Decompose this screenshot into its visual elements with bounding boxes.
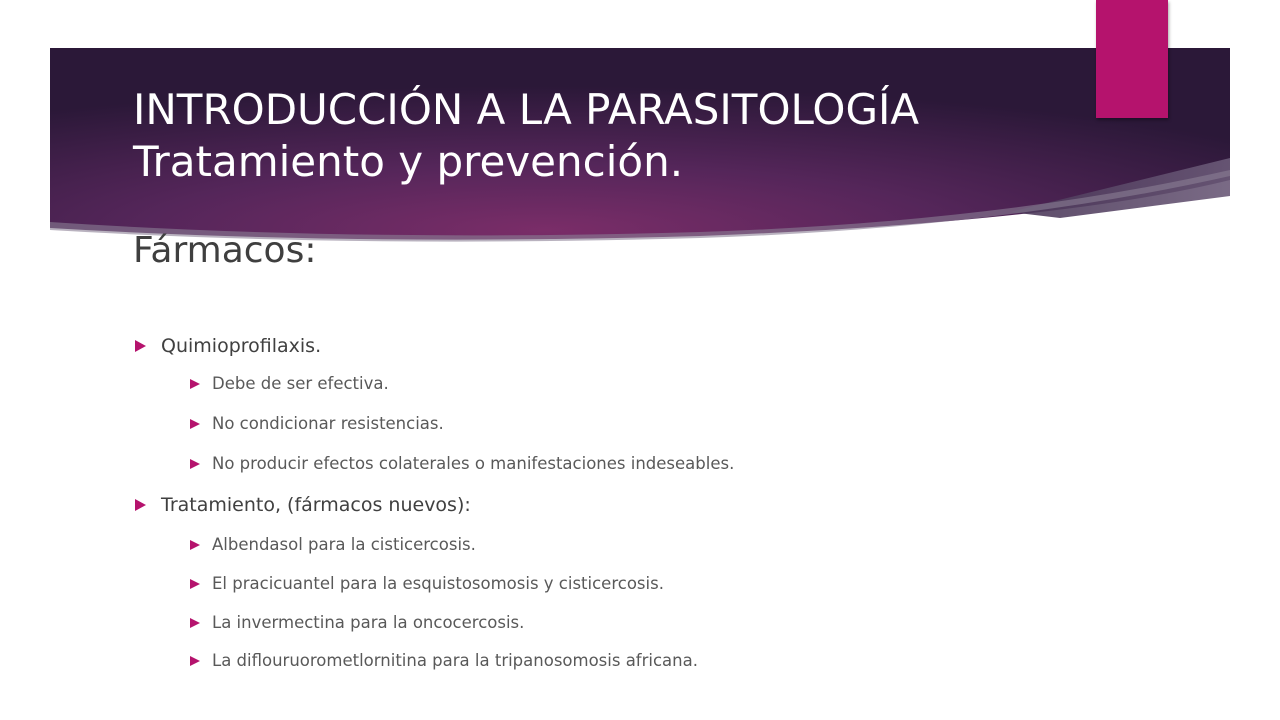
sub-bullet-text: Albendasol para la cisticercosis.	[212, 535, 476, 554]
sub-bullet	[190, 414, 444, 433]
triangle-arrow-icon	[190, 656, 200, 666]
triangle-arrow-icon	[190, 459, 200, 469]
bullet-tratamiento	[135, 494, 471, 516]
sub-bullet	[190, 374, 389, 393]
sub-bullet-text: La diflouruorometlornitina para la tripanosomosis africana.	[212, 651, 698, 670]
sub-bullet	[190, 454, 734, 473]
title-line-1: INTRODUCCIÓN A LA PARASITOLOGÍA	[133, 85, 920, 134]
triangle-arrow-icon	[190, 579, 200, 589]
slide-subtitle: Fármacos:	[133, 230, 317, 271]
sub-bullet-text: Debe de ser efectiva.	[212, 374, 389, 393]
sub-bullet-text: No producir efectos colaterales o manifestaciones indeseables.	[212, 454, 735, 473]
triangle-arrow-icon	[190, 419, 200, 429]
triangle-arrow-icon	[190, 618, 200, 628]
triangle-arrow-icon	[135, 340, 146, 352]
triangle-arrow-icon	[190, 540, 200, 550]
triangle-arrow-icon	[135, 499, 146, 511]
sub-bullet-text: No condicionar resistencias.	[212, 414, 444, 433]
sub-bullet	[190, 535, 476, 554]
sub-bullet-text: El pracicuantel para la esquistosomosis y cisticercosis.	[212, 574, 664, 593]
sub-bullet-text: La invermectina para la oncocercosis.	[212, 613, 525, 632]
bullet-quimioprofilaxis	[135, 335, 321, 357]
triangle-arrow-icon	[190, 379, 200, 389]
title-line-2: Tratamiento y prevención.	[133, 137, 684, 186]
sub-bullet	[190, 651, 698, 670]
bullet-text: Tratamiento, (fármacos nuevos):	[161, 494, 471, 516]
sub-bullet	[190, 613, 524, 632]
bullet-text: Quimioprofilaxis.	[161, 335, 322, 357]
sub-bullet	[190, 574, 664, 593]
